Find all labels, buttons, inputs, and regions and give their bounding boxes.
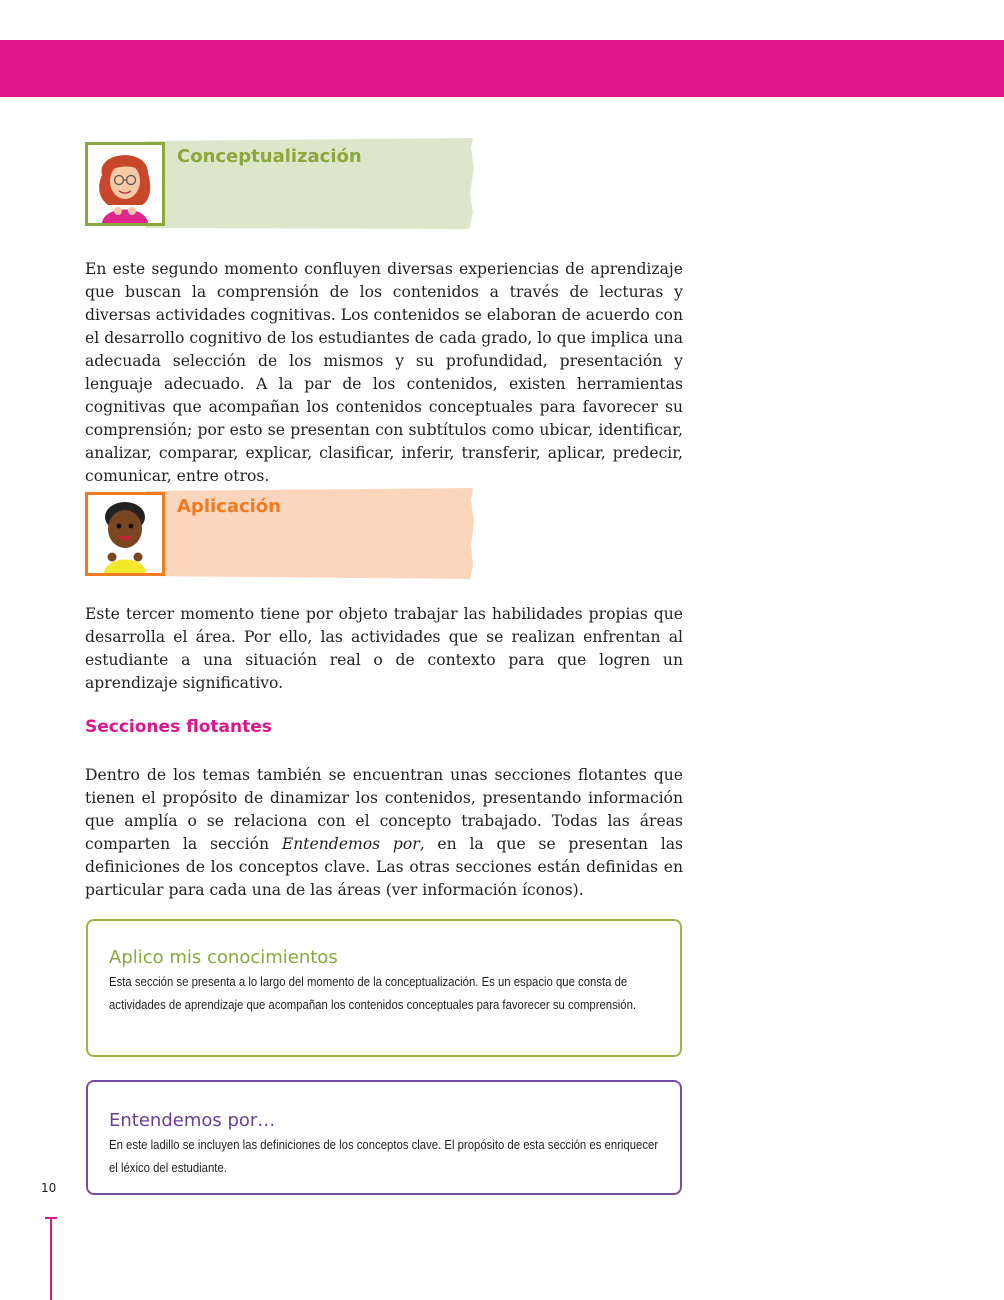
- aplico-box-title: Aplico mis conocimientos: [109, 947, 338, 968]
- paragraph-emphasis: Entendemos por: [281, 835, 420, 853]
- entendemos-por-box: [86, 1080, 682, 1195]
- section-title-conceptualizacion: Conceptualización: [177, 146, 362, 167]
- aplicacion-header: [85, 488, 475, 580]
- page-number: 10: [41, 1181, 57, 1195]
- secciones-flotantes-heading: Secciones flotantes: [85, 717, 272, 737]
- entendemos-box-text: En este ladillo se incluyen las definiciones de los conceptos clave. El propósito de esta sección es enriquecer el léxico del estudiante.: [109, 1137, 659, 1175]
- paragraph-conceptualizacion: En este segundo momento confluyen diversas experiencias de aprendizaje que buscan la comprensión de los contenidos a través de lecturas y diversas actividades cognitivas. Los contenidos se elaboran de acuerdo con el desarrollo cognitivo de los estudiantes de cada grado, lo que implica una adecuada selección de los mismos y su profundidad, presentación y lenguaje adecuado. A la par de los contenidos, existen herramientas cognitivas que acompañan los contenidos conceptuales para favorecer su comprensión; por esto se presentan con subtítulos como ubicar, identificar, analizar, comparar, explicar, clasificar, inferir, transferir, aplicar, predecir, comunicar, entre otros.: [85, 260, 683, 485]
- section-title-aplicacion: Aplicación: [177, 496, 281, 517]
- top-color-band: [0, 40, 1004, 97]
- teacher-character-icon: [85, 142, 165, 226]
- aplico-conocimientos-box: [86, 919, 682, 1057]
- aplico-box-text: Esta sección se presenta a lo largo del momento de la conceptualización. Es un espacio que consta de actividades de aprendizaje que acompañan los contenidos conceptuales para favorecer su comprensión.: [109, 974, 637, 1012]
- page-rule: [50, 1218, 52, 1300]
- paragraph-text-before: Dentro de los temas también se encuentran unas secciones flotantes que tienen el propósito de dinamizar los contenidos, presentando información que amplía o se relaciona con el concepto trabajado. Todas las áreas comparten la sección: [85, 766, 683, 853]
- student-character-icon: [85, 492, 165, 576]
- paragraph-text-after: , en la que se presentan las definiciones de los conceptos clave. Las otras secciones están definidas en particular para cada una de las áreas (ver información íconos).: [85, 835, 684, 899]
- paragraph-aplicacion: Este tercer momento tiene por objeto trabajar las habilidades propias que desarrolla el área. Por ello, las actividades que se realizan enfrentan al estudiante a una situación real o de contexto para que logren un aprendizaje significativo.: [85, 605, 683, 692]
- entendemos-box-title: Entendemos por…: [109, 1110, 276, 1131]
- paragraph-secciones-flotantes: [85, 764, 683, 902]
- conceptualizacion-header: [85, 138, 475, 230]
